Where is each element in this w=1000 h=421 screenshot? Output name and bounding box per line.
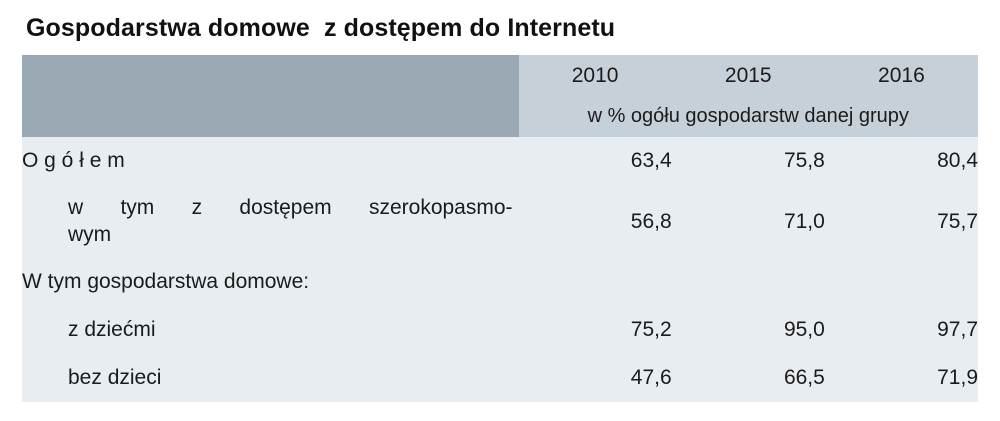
row-value-ogolem-2010: 63,4 [519, 137, 672, 185]
row-value-w-tym-2010 [519, 258, 672, 306]
header-unit-label: w % ogółu gospodarstw danej grupy [519, 96, 978, 137]
row-label-w-tym-gospodarstwa: W tym gospodarstwa domowe: [22, 258, 519, 306]
table-row [22, 137, 978, 185]
row-value-bez-dzieci-2016: 71,9 [825, 354, 978, 402]
row-value-z-dziecmi-2016: 97,7 [825, 306, 978, 354]
row-label-z-dziecmi: z dziećmi [22, 306, 519, 354]
row-value-bez-dzieci-2015: 66,5 [672, 354, 825, 402]
row-value-szerokopasmowy-2016: 75,7 [825, 185, 978, 258]
header-year-2015: 2015 [672, 55, 825, 96]
row-label-ogolem: O g ó ł e m [22, 137, 519, 185]
row-value-szerokopasmowy-2015: 71,0 [672, 185, 825, 258]
page-title: Gospodarstwa domowe z dostępem do Internetu [26, 14, 616, 42]
row-value-z-dziecmi-2010: 75,2 [519, 306, 672, 354]
row-value-ogolem-2015: 75,8 [672, 137, 825, 185]
header-corner-cell-lower [22, 96, 519, 137]
table-header-row-years [22, 55, 978, 96]
row-value-z-dziecmi-2015: 95,0 [672, 306, 825, 354]
internet-access-table [22, 55, 978, 402]
table-header-row-unit [22, 96, 978, 137]
row-label-szerokopasmowy [22, 185, 519, 258]
row-label-line1: w tym z dostępem szerokopasmo- [68, 196, 513, 220]
row-label-bez-dzieci: bez dzieci [22, 354, 519, 402]
header-corner-cell [22, 55, 519, 96]
table-row [22, 258, 978, 306]
row-value-bez-dzieci-2010: 47,6 [519, 354, 672, 402]
table-row [22, 185, 978, 258]
table-row [22, 306, 978, 354]
row-value-w-tym-2015 [672, 258, 825, 306]
table-row [22, 354, 978, 402]
row-value-w-tym-2016 [825, 258, 978, 306]
header-year-2010: 2010 [519, 55, 672, 96]
row-value-szerokopasmowy-2010: 56,8 [519, 185, 672, 258]
row-label-line2: wym [68, 222, 112, 246]
header-year-2016: 2016 [825, 55, 978, 96]
row-value-ogolem-2016: 80,4 [825, 137, 978, 185]
